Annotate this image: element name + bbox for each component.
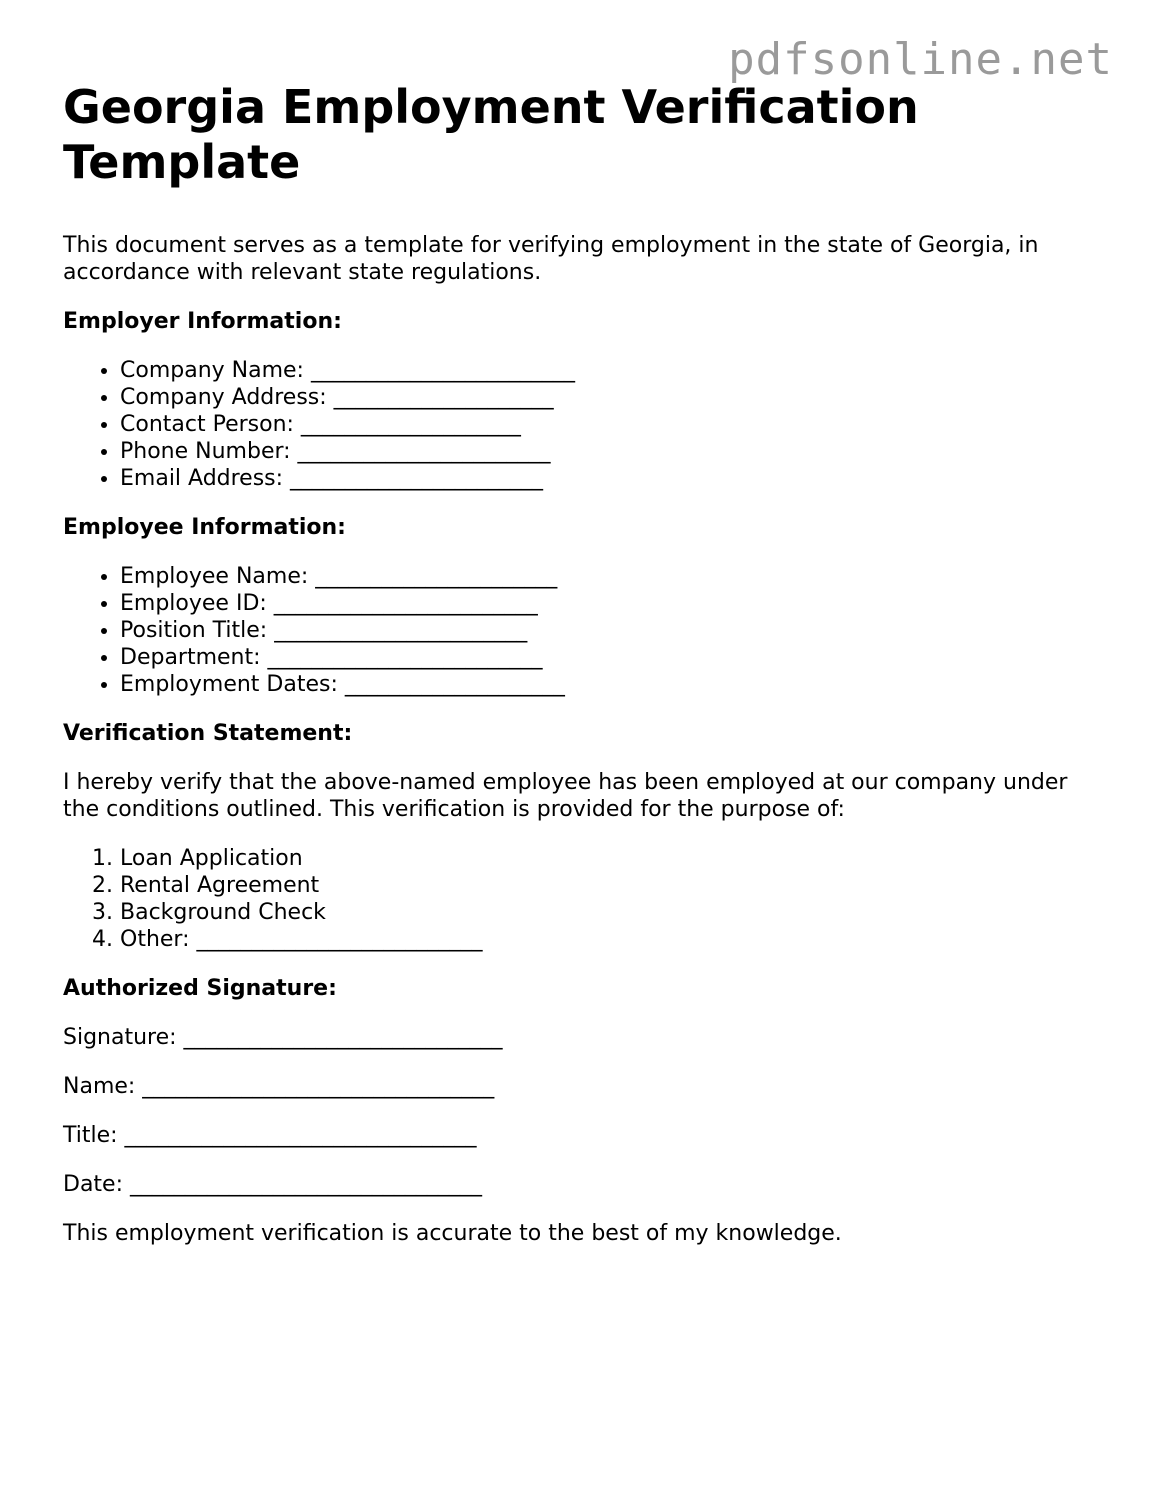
purpose-item: 1. Loan Application: [120, 845, 1083, 872]
purpose-item: 3. Background Check: [120, 899, 1083, 926]
name-line: Name: ________________________________: [63, 1074, 495, 1099]
document-page: [63, 80, 1083, 1247]
purpose-item-other: 4. Other: __________________________: [120, 926, 1083, 953]
contact-person-field: • Contact Person: ____________________: [120, 411, 1083, 438]
signature-section-heading: Authorized Signature:: [63, 976, 337, 1001]
date-line: Date: ________________________________: [63, 1172, 482, 1197]
employee-section-heading: Employee Information:: [63, 515, 346, 540]
employee-id-field: • Employee ID: ________________________: [120, 590, 1083, 617]
verification-section-heading: Verification Statement:: [63, 721, 353, 746]
employee-fields-list: [63, 563, 1083, 698]
company-name-field: • Company Name: ________________________: [120, 357, 1083, 384]
watermark: pdfsonline.net: [728, 34, 1113, 85]
employer-section-heading: Employer Information:: [63, 309, 342, 334]
title-line: Title: ________________________________: [63, 1123, 477, 1148]
department-field: • Department: _________________________: [120, 644, 1083, 671]
purpose-item: 2. Rental Agreement: [120, 872, 1083, 899]
company-address-field: • Company Address: ____________________: [120, 384, 1083, 411]
employer-fields-list: [63, 357, 1083, 492]
position-title-field: • Position Title: _______________________: [120, 617, 1083, 644]
email-address-field: • Email Address: _______________________: [120, 465, 1083, 492]
closing-statement: This employment verification is accurate to the best of my knowledge.: [63, 1221, 842, 1246]
purpose-list: [63, 845, 1083, 953]
signature-line: Signature: _____________________________: [63, 1025, 503, 1050]
intro-paragraph: This document serves as a template for verifying employment in the state of Georgia, in accordance with relevant state regulations.: [63, 233, 1039, 285]
employment-dates-field: • Employment Dates: ____________________: [120, 671, 1083, 698]
verification-statement: I hereby verify that the above-named employee has been employed at our company under the conditions outlined. This verification is provided for the purpose of:: [63, 770, 1068, 822]
phone-number-field: • Phone Number: _______________________: [120, 438, 1083, 465]
employee-name-field: • Employee Name: ______________________: [120, 563, 1083, 590]
document-title: Georgia Employment Verification Template: [63, 80, 919, 189]
